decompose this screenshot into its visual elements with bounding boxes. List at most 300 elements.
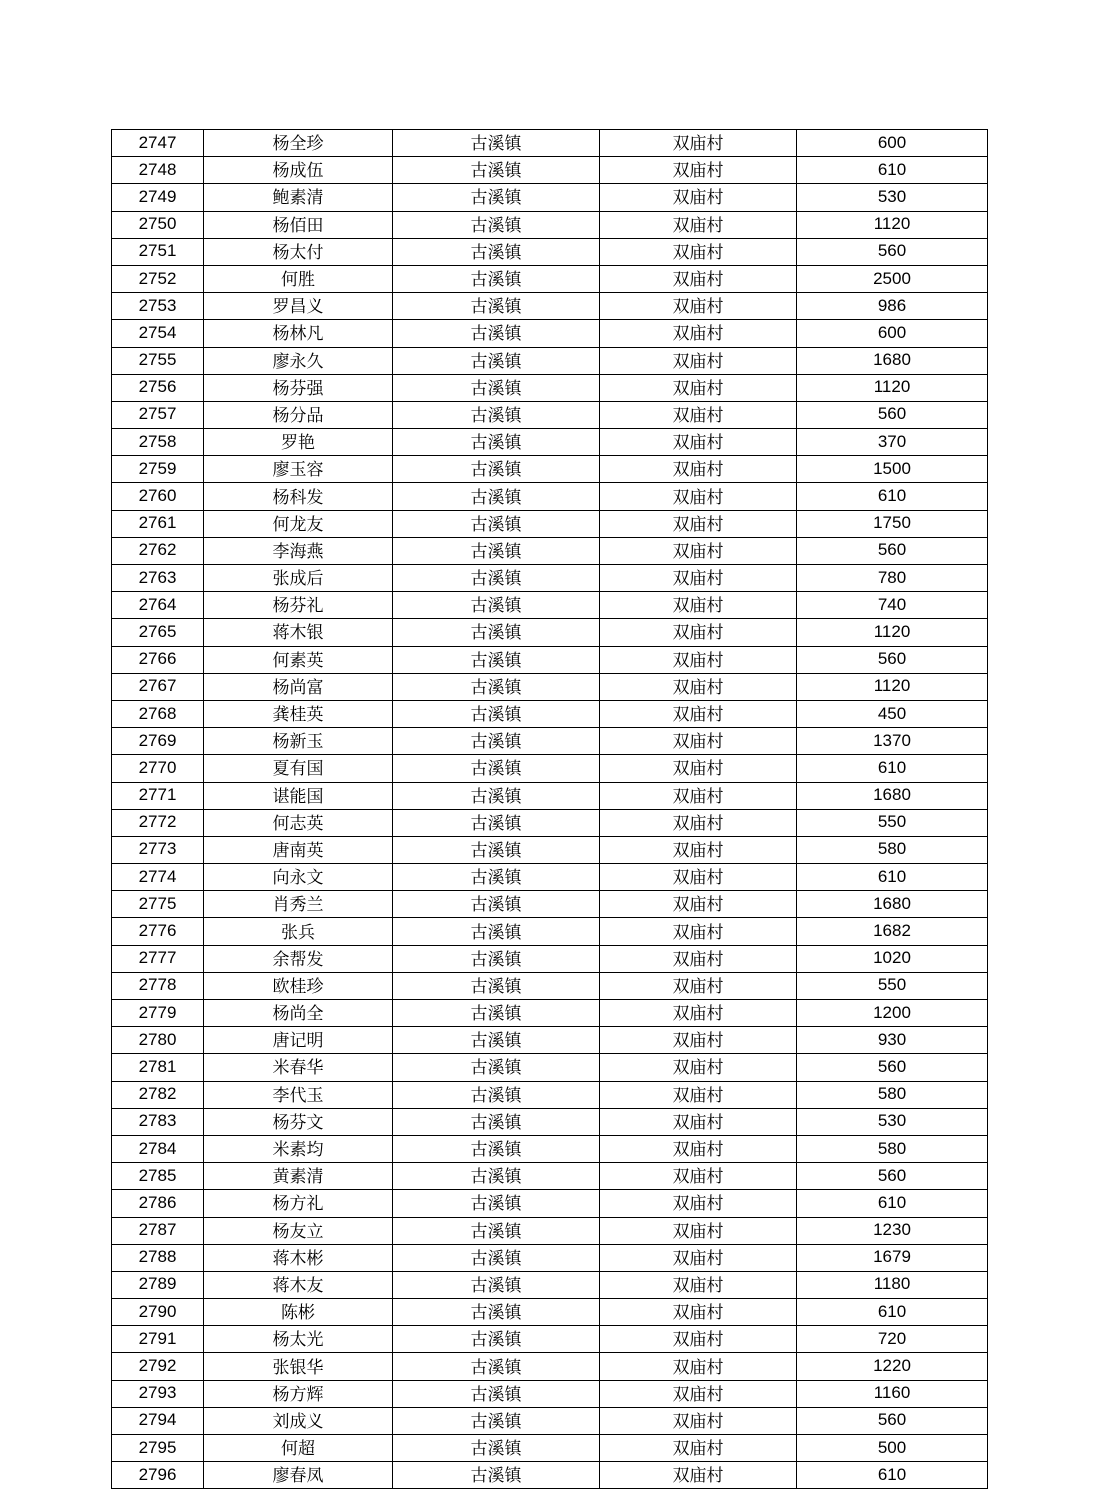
name-cell: 杨科发	[204, 483, 393, 510]
amount-cell: 550	[797, 972, 988, 999]
town-cell: 古溪镇	[393, 864, 600, 891]
town-cell: 古溪镇	[393, 1217, 600, 1244]
town-cell: 古溪镇	[393, 184, 600, 211]
row-number-cell: 2755	[112, 347, 204, 374]
village-cell: 双庙村	[600, 945, 797, 972]
amount-cell: 610	[797, 157, 988, 184]
village-cell: 双庙村	[600, 1190, 797, 1217]
amount-cell: 780	[797, 565, 988, 592]
village-cell: 双庙村	[600, 1326, 797, 1353]
name-cell: 余帮发	[204, 945, 393, 972]
table-row	[112, 592, 988, 619]
name-cell: 杨佰田	[204, 211, 393, 238]
row-number-cell: 2758	[112, 429, 204, 456]
row-number-cell: 2770	[112, 755, 204, 782]
amount-cell: 1200	[797, 1000, 988, 1027]
amount-cell: 560	[797, 537, 988, 564]
amount-cell: 986	[797, 293, 988, 320]
name-cell: 杨太付	[204, 238, 393, 265]
amount-cell: 1120	[797, 211, 988, 238]
row-number-cell: 2784	[112, 1135, 204, 1162]
amount-cell: 1180	[797, 1271, 988, 1298]
amount-cell: 1370	[797, 728, 988, 755]
amount-cell: 560	[797, 646, 988, 673]
town-cell: 古溪镇	[393, 782, 600, 809]
table-row	[112, 211, 988, 238]
amount-cell: 530	[797, 184, 988, 211]
name-cell: 欧桂珍	[204, 972, 393, 999]
town-cell: 古溪镇	[393, 401, 600, 428]
row-number-cell: 2771	[112, 782, 204, 809]
row-number-cell: 2789	[112, 1271, 204, 1298]
name-cell: 杨太光	[204, 1326, 393, 1353]
village-cell: 双庙村	[600, 1217, 797, 1244]
name-cell: 蒋木彬	[204, 1244, 393, 1271]
amount-cell: 1750	[797, 510, 988, 537]
name-cell: 张银华	[204, 1353, 393, 1380]
town-cell: 古溪镇	[393, 320, 600, 347]
table-row	[112, 1326, 988, 1353]
name-cell: 杨全珍	[204, 130, 393, 157]
town-cell: 古溪镇	[393, 157, 600, 184]
village-cell: 双庙村	[600, 1299, 797, 1326]
amount-cell: 580	[797, 836, 988, 863]
town-cell: 古溪镇	[393, 347, 600, 374]
row-number-cell: 2774	[112, 864, 204, 891]
name-cell: 唐记明	[204, 1027, 393, 1054]
name-cell: 肖秀兰	[204, 891, 393, 918]
table-row	[112, 673, 988, 700]
village-cell: 双庙村	[600, 374, 797, 401]
row-number-cell: 2749	[112, 184, 204, 211]
amount-cell: 1679	[797, 1244, 988, 1271]
table-row	[112, 320, 988, 347]
name-cell: 何龙友	[204, 510, 393, 537]
row-number-cell: 2767	[112, 673, 204, 700]
village-cell: 双庙村	[600, 1135, 797, 1162]
town-cell: 古溪镇	[393, 809, 600, 836]
name-cell: 蒋木友	[204, 1271, 393, 1298]
village-cell: 双庙村	[600, 320, 797, 347]
town-cell: 古溪镇	[393, 1299, 600, 1326]
village-cell: 双庙村	[600, 1163, 797, 1190]
amount-cell: 560	[797, 238, 988, 265]
table-row	[112, 1108, 988, 1135]
table-row	[112, 809, 988, 836]
table-row	[112, 1081, 988, 1108]
amount-cell: 1120	[797, 673, 988, 700]
row-number-cell: 2763	[112, 565, 204, 592]
town-cell: 古溪镇	[393, 728, 600, 755]
town-cell: 古溪镇	[393, 238, 600, 265]
village-cell: 双庙村	[600, 700, 797, 727]
amount-cell: 1230	[797, 1217, 988, 1244]
town-cell: 古溪镇	[393, 265, 600, 292]
amount-cell: 1120	[797, 374, 988, 401]
row-number-cell: 2775	[112, 891, 204, 918]
village-cell: 双庙村	[600, 782, 797, 809]
town-cell: 古溪镇	[393, 456, 600, 483]
village-cell: 双庙村	[600, 184, 797, 211]
row-number-cell: 2795	[112, 1435, 204, 1462]
village-cell: 双庙村	[600, 809, 797, 836]
amount-cell: 550	[797, 809, 988, 836]
row-number-cell: 2788	[112, 1244, 204, 1271]
village-cell: 双庙村	[600, 755, 797, 782]
table-row	[112, 401, 988, 428]
name-cell: 蒋木银	[204, 619, 393, 646]
town-cell: 古溪镇	[393, 1163, 600, 1190]
amount-cell: 600	[797, 320, 988, 347]
table-row	[112, 836, 988, 863]
town-cell: 古溪镇	[393, 1000, 600, 1027]
table-row	[112, 646, 988, 673]
town-cell: 古溪镇	[393, 1407, 600, 1434]
town-cell: 古溪镇	[393, 1081, 600, 1108]
village-cell: 双庙村	[600, 293, 797, 320]
town-cell: 古溪镇	[393, 1244, 600, 1271]
table-row	[112, 1353, 988, 1380]
village-cell: 双庙村	[600, 1081, 797, 1108]
table-row	[112, 1163, 988, 1190]
row-number-cell: 2782	[112, 1081, 204, 1108]
town-cell: 古溪镇	[393, 374, 600, 401]
row-number-cell: 2793	[112, 1380, 204, 1407]
town-cell: 古溪镇	[393, 673, 600, 700]
town-cell: 古溪镇	[393, 293, 600, 320]
name-cell: 何超	[204, 1435, 393, 1462]
town-cell: 古溪镇	[393, 1108, 600, 1135]
amount-cell: 580	[797, 1081, 988, 1108]
name-cell: 罗昌义	[204, 293, 393, 320]
name-cell: 杨芬礼	[204, 592, 393, 619]
name-cell: 廖春凤	[204, 1462, 393, 1489]
village-cell: 双庙村	[600, 673, 797, 700]
village-cell: 双庙村	[600, 728, 797, 755]
amount-cell: 1680	[797, 782, 988, 809]
town-cell: 古溪镇	[393, 483, 600, 510]
table-row	[112, 1190, 988, 1217]
town-cell: 古溪镇	[393, 891, 600, 918]
town-cell: 古溪镇	[393, 1380, 600, 1407]
town-cell: 古溪镇	[393, 565, 600, 592]
row-number-cell: 2786	[112, 1190, 204, 1217]
table-row	[112, 265, 988, 292]
village-cell: 双庙村	[600, 646, 797, 673]
table-row	[112, 1435, 988, 1462]
table-row	[112, 537, 988, 564]
row-number-cell: 2790	[112, 1299, 204, 1326]
amount-cell: 1220	[797, 1353, 988, 1380]
table-row	[112, 918, 988, 945]
town-cell: 古溪镇	[393, 1353, 600, 1380]
amount-cell: 1160	[797, 1380, 988, 1407]
name-cell: 鲍素清	[204, 184, 393, 211]
name-cell: 杨尚全	[204, 1000, 393, 1027]
village-cell: 双庙村	[600, 619, 797, 646]
table-row	[112, 238, 988, 265]
village-cell: 双庙村	[600, 891, 797, 918]
table-row	[112, 1271, 988, 1298]
row-number-cell: 2777	[112, 945, 204, 972]
row-number-cell: 2761	[112, 510, 204, 537]
village-cell: 双庙村	[600, 565, 797, 592]
table-row	[112, 619, 988, 646]
row-number-cell: 2764	[112, 592, 204, 619]
table-row	[112, 728, 988, 755]
row-number-cell: 2791	[112, 1326, 204, 1353]
village-cell: 双庙村	[600, 537, 797, 564]
village-cell: 双庙村	[600, 1462, 797, 1489]
table-row	[112, 1462, 988, 1489]
town-cell: 古溪镇	[393, 1190, 600, 1217]
amount-cell: 610	[797, 755, 988, 782]
name-cell: 杨友立	[204, 1217, 393, 1244]
row-number-cell: 2759	[112, 456, 204, 483]
amount-cell: 1682	[797, 918, 988, 945]
amount-cell: 560	[797, 1407, 988, 1434]
table-row	[112, 293, 988, 320]
row-number-cell: 2760	[112, 483, 204, 510]
table-row	[112, 347, 988, 374]
table-row	[112, 1135, 988, 1162]
table-row	[112, 864, 988, 891]
village-cell: 双庙村	[600, 1027, 797, 1054]
amount-cell: 610	[797, 1299, 988, 1326]
amount-cell: 610	[797, 483, 988, 510]
table-row	[112, 972, 988, 999]
table-row	[112, 700, 988, 727]
name-cell: 廖永久	[204, 347, 393, 374]
town-cell: 古溪镇	[393, 1271, 600, 1298]
row-number-cell: 2785	[112, 1163, 204, 1190]
name-cell: 杨分品	[204, 401, 393, 428]
town-cell: 古溪镇	[393, 700, 600, 727]
row-number-cell: 2750	[112, 211, 204, 238]
village-cell: 双庙村	[600, 836, 797, 863]
table-row	[112, 1217, 988, 1244]
village-cell: 双庙村	[600, 1244, 797, 1271]
name-cell: 米素均	[204, 1135, 393, 1162]
village-cell: 双庙村	[600, 1353, 797, 1380]
amount-cell: 930	[797, 1027, 988, 1054]
amount-cell: 530	[797, 1108, 988, 1135]
amount-cell: 610	[797, 864, 988, 891]
table-row	[112, 1027, 988, 1054]
amount-cell: 450	[797, 700, 988, 727]
amount-cell: 740	[797, 592, 988, 619]
town-cell: 古溪镇	[393, 592, 600, 619]
name-cell: 何志英	[204, 809, 393, 836]
amount-cell: 2500	[797, 265, 988, 292]
row-number-cell: 2787	[112, 1217, 204, 1244]
name-cell: 廖玉容	[204, 456, 393, 483]
amount-cell: 1680	[797, 891, 988, 918]
town-cell: 古溪镇	[393, 836, 600, 863]
table-row	[112, 945, 988, 972]
name-cell: 何素英	[204, 646, 393, 673]
table-row	[112, 1299, 988, 1326]
town-cell: 古溪镇	[393, 1027, 600, 1054]
village-cell: 双庙村	[600, 592, 797, 619]
village-cell: 双庙村	[600, 972, 797, 999]
name-cell: 张成后	[204, 565, 393, 592]
village-cell: 双庙村	[600, 918, 797, 945]
row-number-cell: 2765	[112, 619, 204, 646]
town-cell: 古溪镇	[393, 646, 600, 673]
row-number-cell: 2752	[112, 265, 204, 292]
table-row	[112, 782, 988, 809]
row-number-cell: 2776	[112, 918, 204, 945]
town-cell: 古溪镇	[393, 1326, 600, 1353]
name-cell: 罗艳	[204, 429, 393, 456]
town-cell: 古溪镇	[393, 918, 600, 945]
village-cell: 双庙村	[600, 1000, 797, 1027]
village-cell: 双庙村	[600, 130, 797, 157]
row-number-cell: 2796	[112, 1462, 204, 1489]
table-row	[112, 374, 988, 401]
village-cell: 双庙村	[600, 401, 797, 428]
town-cell: 古溪镇	[393, 1435, 600, 1462]
name-cell: 杨芬文	[204, 1108, 393, 1135]
town-cell: 古溪镇	[393, 510, 600, 537]
row-number-cell: 2778	[112, 972, 204, 999]
village-cell: 双庙村	[600, 265, 797, 292]
row-number-cell: 2754	[112, 320, 204, 347]
row-number-cell: 2753	[112, 293, 204, 320]
name-cell: 唐南英	[204, 836, 393, 863]
name-cell: 李代玉	[204, 1081, 393, 1108]
town-cell: 古溪镇	[393, 945, 600, 972]
amount-cell: 580	[797, 1135, 988, 1162]
row-number-cell: 2756	[112, 374, 204, 401]
table-row	[112, 483, 988, 510]
row-number-cell: 2751	[112, 238, 204, 265]
name-cell: 杨林凡	[204, 320, 393, 347]
row-number-cell: 2792	[112, 1353, 204, 1380]
table-row	[112, 130, 988, 157]
row-number-cell: 2747	[112, 130, 204, 157]
name-cell: 李海燕	[204, 537, 393, 564]
amount-cell: 500	[797, 1435, 988, 1462]
row-number-cell: 2768	[112, 700, 204, 727]
village-cell: 双庙村	[600, 1380, 797, 1407]
table-row	[112, 456, 988, 483]
town-cell: 古溪镇	[393, 1462, 600, 1489]
village-cell: 双庙村	[600, 211, 797, 238]
table-row	[112, 891, 988, 918]
name-cell: 刘成义	[204, 1407, 393, 1434]
row-number-cell: 2766	[112, 646, 204, 673]
village-cell: 双庙村	[600, 347, 797, 374]
village-cell: 双庙村	[600, 1108, 797, 1135]
table-row	[112, 1407, 988, 1434]
name-cell: 黄素清	[204, 1163, 393, 1190]
name-cell: 杨尚富	[204, 673, 393, 700]
amount-cell: 1120	[797, 619, 988, 646]
amount-cell: 370	[797, 429, 988, 456]
roster-table	[111, 129, 988, 1489]
table-row	[112, 565, 988, 592]
row-number-cell: 2757	[112, 401, 204, 428]
amount-cell: 1500	[797, 456, 988, 483]
name-cell: 向永文	[204, 864, 393, 891]
name-cell: 杨成伍	[204, 157, 393, 184]
amount-cell: 560	[797, 1163, 988, 1190]
table-row	[112, 184, 988, 211]
row-number-cell: 2781	[112, 1054, 204, 1081]
village-cell: 双庙村	[600, 483, 797, 510]
row-number-cell: 2779	[112, 1000, 204, 1027]
table-row	[112, 510, 988, 537]
amount-cell: 1020	[797, 945, 988, 972]
name-cell: 陈彬	[204, 1299, 393, 1326]
amount-cell: 1680	[797, 347, 988, 374]
name-cell: 杨方礼	[204, 1190, 393, 1217]
name-cell: 何胜	[204, 265, 393, 292]
village-cell: 双庙村	[600, 429, 797, 456]
amount-cell: 600	[797, 130, 988, 157]
table-row	[112, 755, 988, 782]
row-number-cell: 2769	[112, 728, 204, 755]
town-cell: 古溪镇	[393, 619, 600, 646]
village-cell: 双庙村	[600, 1271, 797, 1298]
roster-table-body	[112, 130, 988, 1489]
name-cell: 杨新玉	[204, 728, 393, 755]
village-cell: 双庙村	[600, 1407, 797, 1434]
town-cell: 古溪镇	[393, 130, 600, 157]
village-cell: 双庙村	[600, 510, 797, 537]
town-cell: 古溪镇	[393, 1135, 600, 1162]
name-cell: 谌能国	[204, 782, 393, 809]
name-cell: 夏有国	[204, 755, 393, 782]
village-cell: 双庙村	[600, 238, 797, 265]
row-number-cell: 2772	[112, 809, 204, 836]
row-number-cell: 2780	[112, 1027, 204, 1054]
name-cell: 张兵	[204, 918, 393, 945]
table-row	[112, 1380, 988, 1407]
name-cell: 龚桂英	[204, 700, 393, 727]
row-number-cell: 2794	[112, 1407, 204, 1434]
table-row	[112, 1244, 988, 1271]
table-row	[112, 157, 988, 184]
table-row	[112, 1000, 988, 1027]
village-cell: 双庙村	[600, 1054, 797, 1081]
town-cell: 古溪镇	[393, 972, 600, 999]
village-cell: 双庙村	[600, 157, 797, 184]
name-cell: 米春华	[204, 1054, 393, 1081]
amount-cell: 720	[797, 1326, 988, 1353]
amount-cell: 560	[797, 401, 988, 428]
table-row	[112, 429, 988, 456]
row-number-cell: 2748	[112, 157, 204, 184]
town-cell: 古溪镇	[393, 537, 600, 564]
table-row	[112, 1054, 988, 1081]
town-cell: 古溪镇	[393, 429, 600, 456]
town-cell: 古溪镇	[393, 755, 600, 782]
town-cell: 古溪镇	[393, 1054, 600, 1081]
row-number-cell: 2762	[112, 537, 204, 564]
row-number-cell: 2773	[112, 836, 204, 863]
name-cell: 杨芬强	[204, 374, 393, 401]
amount-cell: 560	[797, 1054, 988, 1081]
amount-cell: 610	[797, 1462, 988, 1489]
village-cell: 双庙村	[600, 1435, 797, 1462]
village-cell: 双庙村	[600, 456, 797, 483]
name-cell: 杨方辉	[204, 1380, 393, 1407]
row-number-cell: 2783	[112, 1108, 204, 1135]
amount-cell: 610	[797, 1190, 988, 1217]
